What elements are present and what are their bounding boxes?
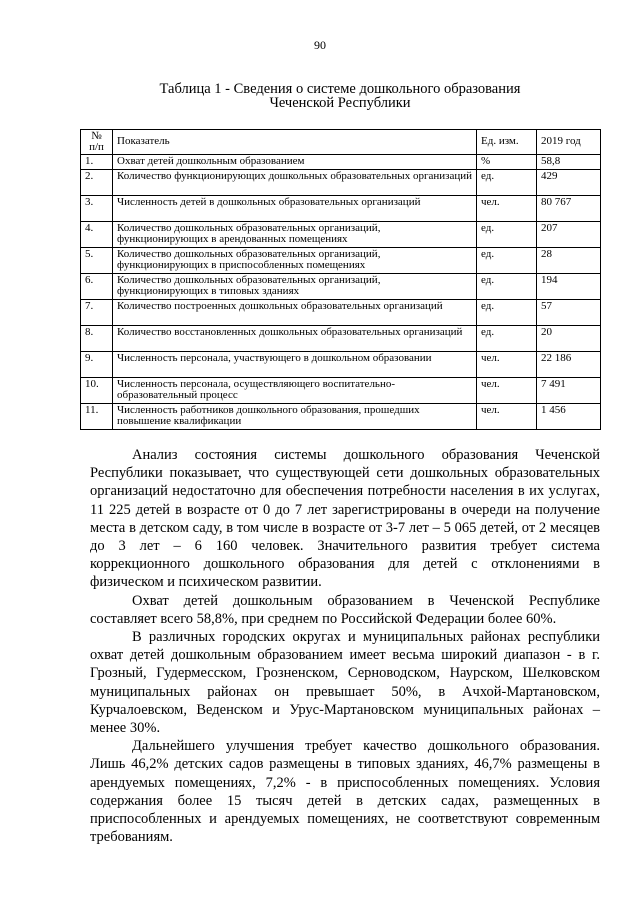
row-unit: чел. — [477, 403, 537, 429]
row-unit: ед. — [477, 273, 537, 299]
row-num: 1. — [81, 155, 113, 170]
row-value: 58,8 — [537, 155, 601, 170]
row-value: 80 767 — [537, 195, 601, 221]
header-indicator: Показатель — [113, 130, 477, 155]
paragraph: Охват детей дошкольным образованием в Чеченской Республике составляет всего 58,8%, при среднем по Российской Федерации более 60%. — [90, 592, 600, 627]
table-header-row — [81, 130, 601, 155]
row-indicator: Количество дошкольных образовательных организаций, функционирующих в арендованных помещениях — [113, 221, 477, 247]
row-unit: ед. — [477, 299, 537, 325]
paragraph: В различных городских округах и муниципальных районах республики охват детей дошкольным образованием имеет весьма широкий диапазон - в г. Грозный, Гудермесском, Грозненском, Серноводском, Наурском, Шелковском муниципальных районах он превышает 50%, в Ачхой-Мартановском, Курчалоевском, Веденском и Урус-Мартановском муниципальных районах – менее 30%. — [90, 629, 600, 737]
row-num: 7. — [81, 299, 113, 325]
row-value: 57 — [537, 299, 601, 325]
row-indicator: Охват детей дошкольным образованием — [113, 155, 477, 170]
row-value: 20 — [537, 325, 601, 351]
row-value: 22 186 — [537, 351, 601, 377]
row-value: 28 — [537, 247, 601, 273]
row-num: 10. — [81, 377, 113, 403]
table-row — [81, 169, 601, 195]
paragraph: Дальнейшего улучшения требует качество дошкольного образования. Лишь 46,2% детских садов размещены в типовых зданиях, 46,7% размещены в арендуемых помещениях, 7,2% - в приспособленных помещениях. Условия содержания более 15 тысяч детей в детских садах, размещенных в приспособленных и арендуемых помещениях, не соответствуют современным требованиям. — [90, 738, 600, 846]
table-caption — [100, 82, 580, 110]
row-value: 429 — [537, 169, 601, 195]
row-num: 8. — [81, 325, 113, 351]
table-row — [81, 325, 601, 351]
header-unit: Ед. изм. — [477, 130, 537, 155]
row-num: 5. — [81, 247, 113, 273]
row-num: 9. — [81, 351, 113, 377]
table-row — [81, 221, 601, 247]
table-row — [81, 351, 601, 377]
table-row — [81, 273, 601, 299]
row-value: 1 456 — [537, 403, 601, 429]
row-indicator: Численность работников дошкольного образования, прошедших повышение квалификации — [113, 403, 477, 429]
header-num — [81, 130, 113, 155]
row-num: 2. — [81, 169, 113, 195]
row-num: 3. — [81, 195, 113, 221]
table-row — [81, 377, 601, 403]
row-num: 6. — [81, 273, 113, 299]
paragraph: Анализ состояния системы дошкольного образования Чеченской Республики показывает, что существующей сети дошкольных образовательных организаций недостаточно для обеспечения потребности населения в их услугах, 11 225 детей в возрасте от 0 до 7 лет зарегистрированы в очереди на получение места в детском саду, в том числе в возрасте от 3-7 лет – 5 065 детей, от 2 месяцев до 3 лет – 6 160 человек. Значительного развития требует система коррекционного дошкольного образования для детей с отклонениями в физическом и психическом развитии. — [90, 447, 600, 591]
row-unit: ед. — [477, 169, 537, 195]
row-unit: чел. — [477, 351, 537, 377]
row-indicator: Численность персонала, участвующего в дошкольном образовании — [113, 351, 477, 377]
row-value: 194 — [537, 273, 601, 299]
page-number: 90 — [314, 38, 326, 52]
row-unit: чел. — [477, 195, 537, 221]
row-unit: чел. — [477, 377, 537, 403]
preschool-education-table — [80, 129, 601, 430]
table-row — [81, 403, 601, 429]
row-num: 4. — [81, 221, 113, 247]
row-unit: ед. — [477, 247, 537, 273]
header-num-line-2: п/п — [89, 141, 104, 153]
table-row — [81, 247, 601, 273]
table-row — [81, 155, 601, 170]
table-row — [81, 299, 601, 325]
table-caption-line-1: Таблица 1 - Сведения о системе дошкольного образования — [159, 81, 521, 97]
table-caption-line-2: Чеченской Республики — [269, 95, 411, 111]
row-indicator: Численность детей в дошкольных образовательных организаций — [113, 195, 477, 221]
body-text — [90, 446, 600, 846]
row-indicator: Количество построенных дошкольных образовательных организаций — [113, 299, 477, 325]
row-unit: ед. — [477, 221, 537, 247]
row-indicator: Количество дошкольных образовательных организаций, функционирующих в приспособленных помещениях — [113, 247, 477, 273]
row-indicator: Численность персонала, осуществляющего воспитательно-образовательный процесс — [113, 377, 477, 403]
row-unit: ед. — [477, 325, 537, 351]
row-num: 11. — [81, 403, 113, 429]
row-unit: % — [477, 155, 537, 170]
row-indicator: Количество восстановленных дошкольных образовательных организаций — [113, 325, 477, 351]
row-value: 7 491 — [537, 377, 601, 403]
row-indicator: Количество функционирующих дошкольных образовательных организаций — [113, 169, 477, 195]
row-value: 207 — [537, 221, 601, 247]
table-row — [81, 195, 601, 221]
header-num-line-1: № — [91, 130, 102, 142]
header-year: 2019 год — [537, 130, 601, 155]
row-indicator: Количество дошкольных образовательных организаций, функционирующих в типовых зданиях — [113, 273, 477, 299]
